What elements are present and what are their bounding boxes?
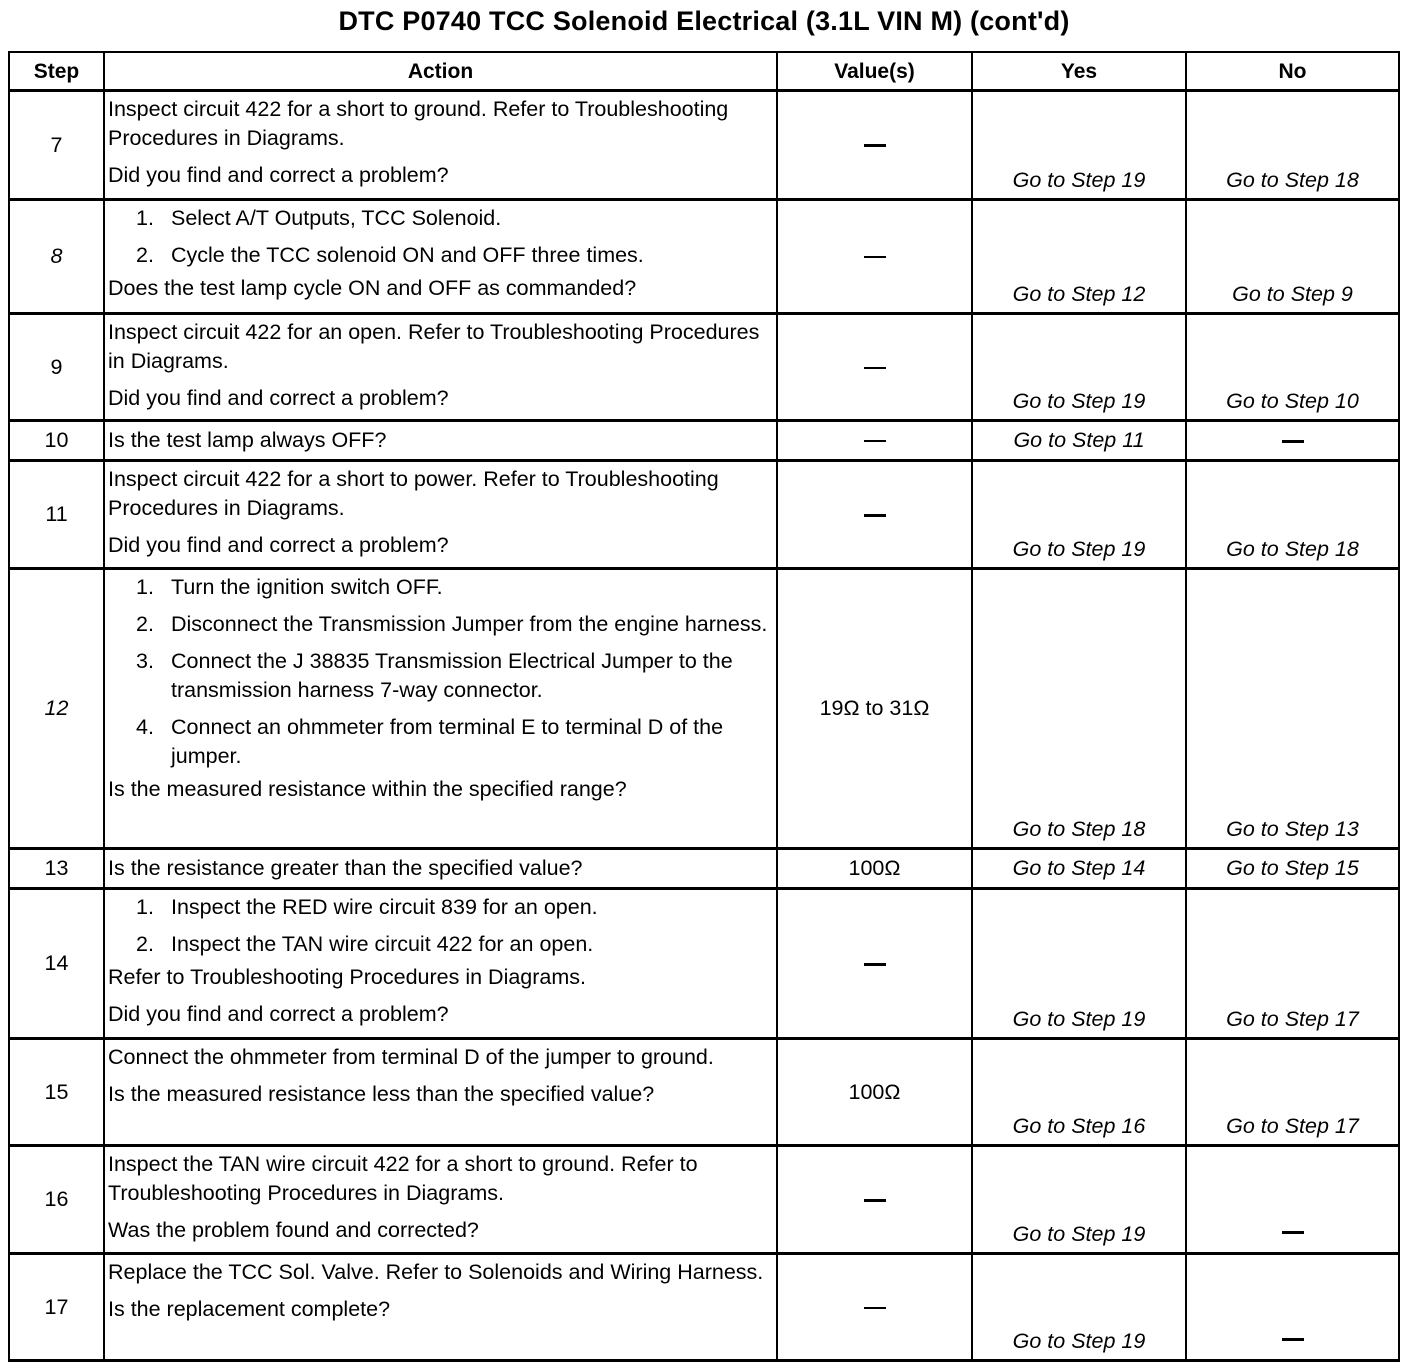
dash-mark [864, 514, 886, 517]
dash-mark [864, 440, 886, 442]
yes-cell: Go to Step 19 [972, 314, 1186, 421]
step-number: 7 [9, 91, 104, 200]
step-number: 10 [9, 421, 104, 461]
diagnostic-table [8, 51, 1400, 1362]
yes-cell: Go to Step 12 [972, 200, 1186, 314]
no-cell: Go to Step 10 [1186, 314, 1399, 421]
header-no: No [1186, 52, 1399, 91]
yes-cell: Go to Step 11 [972, 421, 1186, 461]
dash-mark [864, 1199, 886, 1202]
step-number: 15 [9, 1039, 104, 1146]
no-cell [1186, 1254, 1399, 1361]
step-number: 9 [9, 314, 104, 421]
yes-cell: Go to Step 19 [972, 1254, 1186, 1361]
step-number: 8 [9, 200, 104, 314]
action-question: Did you find and correct a problem? [108, 1002, 449, 1026]
yes-cell: Go to Step 19 [972, 889, 1186, 1039]
action-text: Refer to Troubleshooting Procedures in Diagrams. [108, 965, 587, 989]
yes-cell: Go to Step 14 [972, 849, 1186, 889]
dash-mark [1282, 440, 1304, 443]
no-cell: Go to Step 18 [1186, 461, 1399, 569]
action-cell [104, 461, 777, 569]
list-item: 2. Disconnect the Transmission Jumper from the engine harness. [136, 612, 768, 636]
dash-mark [864, 367, 886, 369]
dash-mark [864, 256, 886, 258]
table-row [9, 569, 1399, 849]
action-cell [104, 889, 777, 1039]
action-question: Did you find and correct a problem? [108, 163, 449, 187]
table-row [9, 889, 1399, 1039]
no-cell: Go to Step 17 [1186, 889, 1399, 1039]
action-question: Is the measured resistance less than the specified value? [108, 1082, 655, 1106]
value-cell: 100Ω [777, 849, 972, 889]
action-text: Inspect circuit 422 for an open. Refer to Troubleshooting Procedures in Diagrams. [108, 320, 760, 373]
action-text: Inspect circuit 422 for a short to power. Refer to Troubleshooting Procedures in Diagrams. [108, 467, 719, 520]
list-item: 1. Select A/T Outputs, TCC Solenoid. [136, 206, 502, 230]
table-row [9, 421, 1399, 461]
yes-cell: Go to Step 19 [972, 461, 1186, 569]
no-cell: Go to Step 9 [1186, 200, 1399, 314]
step-number: 11 [9, 461, 104, 569]
action-question: Is the resistance greater than the specified value? [108, 856, 583, 880]
no-cell: Go to Step 17 [1186, 1039, 1399, 1146]
action-cell [104, 1039, 777, 1146]
value-cell [777, 1254, 972, 1361]
table-row [9, 1039, 1399, 1146]
action-steps [108, 893, 772, 959]
value-cell [777, 421, 972, 461]
value-cell [777, 461, 972, 569]
step-number: 14 [9, 889, 104, 1039]
dash-mark [864, 963, 886, 966]
header-row [9, 52, 1399, 91]
header-step: Step [9, 52, 104, 91]
action-text: Connect the ohmmeter from terminal D of the jumper to ground. [108, 1045, 714, 1069]
step-number: 13 [9, 849, 104, 889]
action-question: Does the test lamp cycle ON and OFF as commanded? [108, 276, 637, 300]
list-item: 2. Cycle the TCC solenoid ON and OFF three times. [136, 243, 644, 267]
value-cell: 100Ω [777, 1039, 972, 1146]
action-question: Is the replacement complete? [108, 1297, 391, 1321]
list-item: 1. Inspect the RED wire circuit 839 for an open. [136, 895, 598, 919]
no-cell: Go to Step 18 [1186, 91, 1399, 200]
list-item: 4. Connect an ohmmeter from terminal E to terminal D of the jumper. [136, 715, 724, 768]
value-cell [777, 91, 972, 200]
no-cell: Go to Step 15 [1186, 849, 1399, 889]
page-title: DTC P0740 TCC Solenoid Electrical (3.1L VIN M) (cont'd) [338, 6, 1070, 36]
list-item: 3. Connect the J 38835 Transmission Electrical Jumper to the transmission harness 7-way connector. [136, 649, 733, 702]
dash-mark [1282, 1231, 1304, 1234]
value-cell [777, 1146, 972, 1254]
value-cell [777, 200, 972, 314]
table-row [9, 1146, 1399, 1254]
action-question: Did you find and correct a problem? [108, 386, 449, 410]
action-question: Is the test lamp always OFF? [108, 428, 387, 452]
action-cell [104, 200, 777, 314]
yes-cell: Go to Step 18 [972, 569, 1186, 849]
table-row [9, 1254, 1399, 1361]
action-cell [104, 569, 777, 849]
value-cell [777, 314, 972, 421]
action-cell [104, 314, 777, 421]
list-item: 2. Inspect the TAN wire circuit 422 for an open. [136, 932, 594, 956]
step-number: 16 [9, 1146, 104, 1254]
action-question: Is the measured resistance within the specified range? [108, 777, 627, 801]
yes-cell: Go to Step 19 [972, 1146, 1186, 1254]
action-question: Was the problem found and corrected? [108, 1218, 479, 1242]
action-steps [108, 573, 772, 771]
action-cell [104, 849, 777, 889]
action-question: Did you find and correct a problem? [108, 533, 449, 557]
header-yes: Yes [972, 52, 1186, 91]
action-cell [104, 91, 777, 200]
action-text: Inspect the TAN wire circuit 422 for a short to ground. Refer to Troubleshooting Procedures in Diagrams. [108, 1152, 698, 1205]
dash-mark [1282, 1338, 1304, 1341]
table-row [9, 314, 1399, 421]
action-cell [104, 1146, 777, 1254]
table-row [9, 200, 1399, 314]
step-number: 12 [9, 569, 104, 849]
yes-cell: Go to Step 19 [972, 91, 1186, 200]
action-steps [108, 204, 772, 270]
action-cell [104, 421, 777, 461]
table-row [9, 91, 1399, 200]
header-value: Value(s) [777, 52, 972, 91]
action-text: Inspect circuit 422 for a short to ground. Refer to Troubleshooting Procedures in Diagrams. [108, 97, 729, 150]
no-cell [1186, 421, 1399, 461]
action-text: Replace the TCC Sol. Valve. Refer to Solenoids and Wiring Harness. [108, 1260, 764, 1284]
dash-mark [864, 1307, 886, 1309]
table-row [9, 461, 1399, 569]
header-action: Action [104, 52, 777, 91]
yes-cell: Go to Step 16 [972, 1039, 1186, 1146]
dash-mark [864, 144, 886, 147]
action-cell [104, 1254, 777, 1361]
value-cell [777, 889, 972, 1039]
step-number: 17 [9, 1254, 104, 1361]
no-cell [1186, 1146, 1399, 1254]
value-cell: 19Ω to 31Ω [777, 569, 972, 849]
no-cell: Go to Step 13 [1186, 569, 1399, 849]
table-row [9, 849, 1399, 889]
list-item: 1. Turn the ignition switch OFF. [136, 575, 443, 599]
